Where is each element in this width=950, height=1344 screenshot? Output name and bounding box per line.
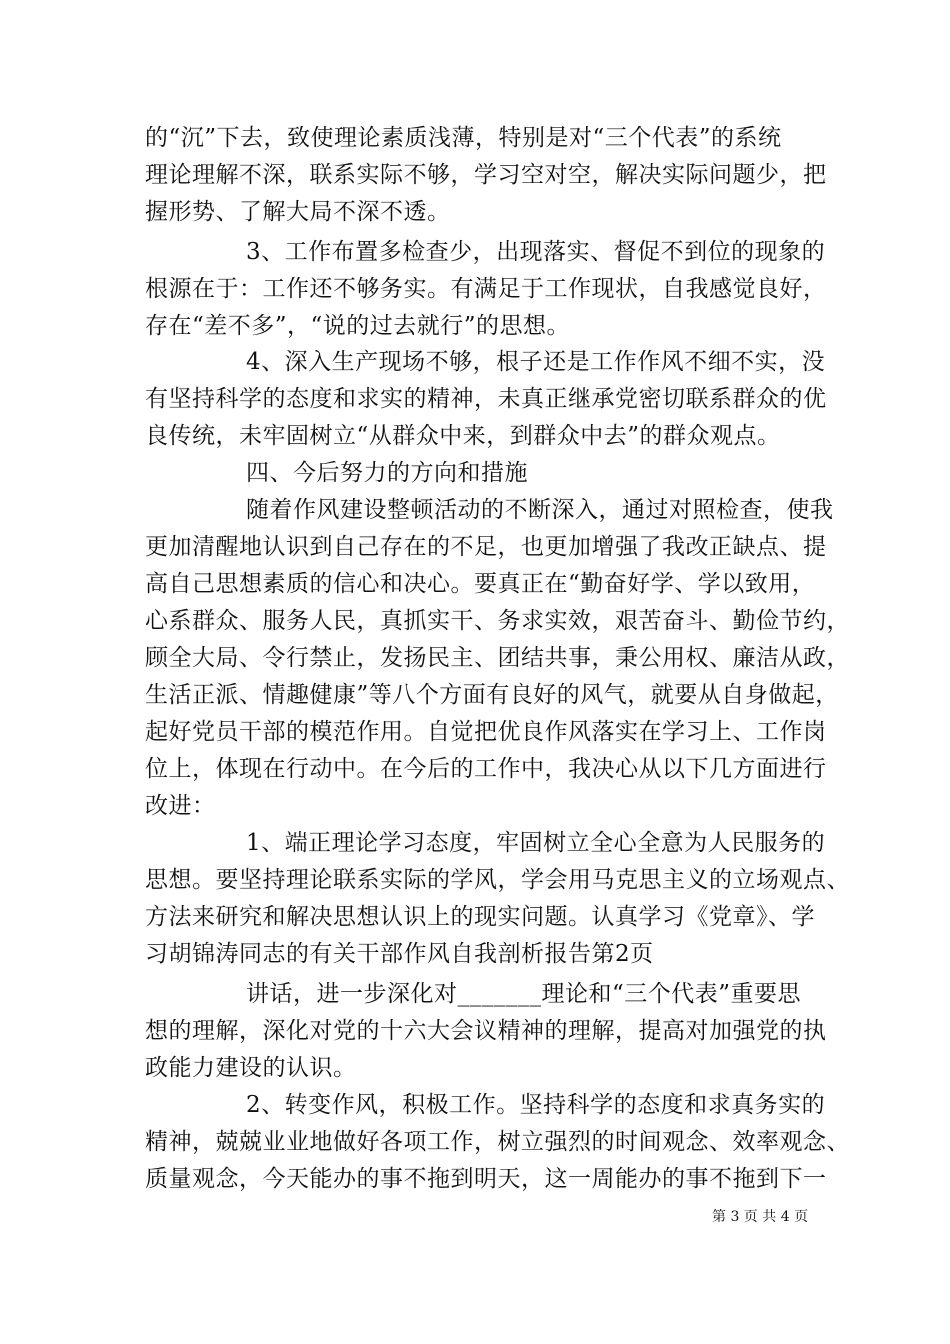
text-line: 高自己思想素质的信心和决心。要真正在“勤奋好学、学以致用， [145, 571, 816, 597]
text-line: 心系群众、服务人民，真抓实干、务求实效，艰苦奋斗、勤俭节约， [145, 608, 850, 634]
text-line: 1、端正理论学习态度，牢固树立全心全意为人民服务的 [246, 830, 826, 856]
text-line: 根源在于：工作还不够务实。有满足于工作现状，自我感觉良好， [145, 276, 827, 302]
text-line: 更加清醒地认识到自己存在的不足，也更加增强了我改正缺点、提 [145, 534, 827, 560]
text-line: 4、深入生产现场不够，根子还是工作作风不细不实，没 [246, 349, 826, 375]
text-line: 方法来研究和解决思想认识上的现实问题。认真学习《党章》、学 [145, 904, 815, 930]
text-line: 顾全大局、令行禁止，发扬民主、团结共事，秉公用权、廉洁从政， [145, 645, 850, 671]
text-line: 思想。要坚持理论联系实际的学风，学会用马克思主义的立场观点、 [145, 867, 850, 893]
section-heading: 四、今后努力的方向和措施 [246, 460, 528, 486]
text-line: 质量观念，今天能办的事不拖到明天，这一周能办的事不拖到下一 [145, 1166, 827, 1192]
text-line: 有坚持科学的态度和求实的精神，未真正继承党密切联系群众的优 [145, 386, 827, 412]
text-line: 的“沉”下去，致使理论素质浅薄，特别是对“三个代表”的系统 [145, 125, 782, 151]
text-line: 3、工作布置多检查少，出现落实、督促不到位的现象的 [246, 239, 826, 265]
text-line: 起好党员干部的模范作用。自觉把优良作风落实在学习上、工作岗 [145, 719, 827, 745]
text-line: 位上，体现在行动中。在今后的工作中，我决心从以下几方面进行 [145, 756, 827, 782]
text-line: 政能力建设的认识。 [145, 1055, 357, 1081]
text-line: 精神，兢兢业业地做好各项工作，树立强烈的时间观念、效率观念、 [145, 1129, 850, 1155]
text-line: 随着作风建设整顿活动的不断深入，通过对照检查，使我 [246, 497, 834, 523]
text-line: 改进： [145, 793, 216, 819]
text-line: 存在“差不多”，“说的过去就行”的思想。 [145, 313, 571, 339]
text-line: 习胡锦涛同志的有关干部作风自我剖析报告第2页 [145, 941, 654, 967]
text-line: 想的理解，深化对党的十六大会议精神的理解，提高对加强党的执 [145, 1018, 827, 1044]
text-line: 2、转变作风，积极工作。坚持科学的态度和求真务实的 [246, 1092, 826, 1118]
text-line: 握形势、了解大局不深不透。 [145, 199, 451, 225]
text-line: 良传统，未牢固树立“从群众中来，到群众中去”的群众观点。 [145, 423, 781, 449]
page-number: 第 3 页 共 4 页 [712, 1209, 809, 1225]
text-line: 讲话，进一步深化对_______理论和“三个代表”重要思 [246, 981, 802, 1007]
text-line: 生活正派、情趣健康”等八个方面有良好的风气，就要从自身做起， [145, 682, 839, 708]
text-line: 理论理解不深，联系实际不够，学习空对空，解决实际问题少，把 [145, 162, 827, 188]
